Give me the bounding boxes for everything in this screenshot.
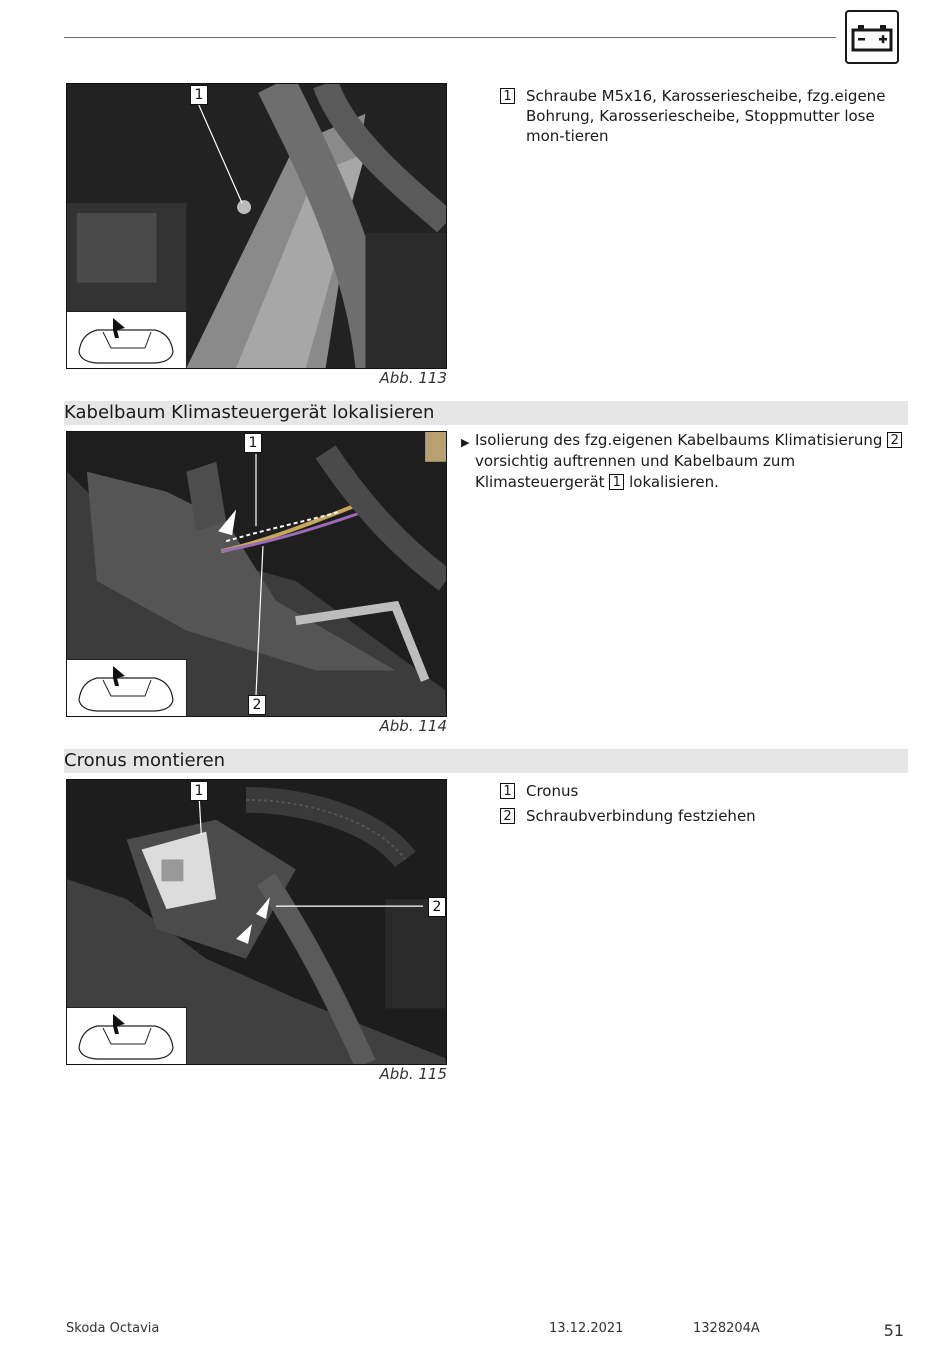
step-arrow-icon: ▶ <box>461 436 470 449</box>
instruction-part-3: lokalisieren. <box>629 473 719 491</box>
battery-icon <box>851 22 893 52</box>
car-top-view-icon <box>67 660 186 716</box>
legend-text: Schraube M5x16, Karosseriescheibe, fzg.eigene Bohrung, Karosseriescheibe, Stoppmutter lose mon-tieren <box>526 87 886 145</box>
legend-number: 1 <box>500 783 515 799</box>
reference-1: 1 <box>609 474 624 490</box>
legend-number: 1 <box>500 88 515 104</box>
figure-115-photo <box>66 779 447 1065</box>
callout-1: 1 <box>190 85 208 105</box>
instruction-step <box>461 430 906 493</box>
legend-text: Schraubverbindung festziehen <box>526 807 756 825</box>
figure-114-photo <box>66 431 447 717</box>
callout-2: 2 <box>248 695 266 715</box>
section-header-kabelbaum <box>64 401 908 425</box>
figure-115-legend-item-1 <box>500 781 900 801</box>
callout-1: 1 <box>190 781 208 801</box>
battery-icon-box <box>845 10 899 64</box>
car-top-view-icon <box>67 312 186 368</box>
page-number: 51 <box>883 1321 904 1340</box>
section-header-cronus <box>64 749 908 773</box>
car-position-inset <box>67 1007 187 1064</box>
car-position-inset <box>67 311 187 368</box>
instruction-part-1: Isolierung des fzg.eigenen Kabelbaums Klimatisierung <box>475 431 883 449</box>
section-title: Cronus montieren <box>64 750 226 771</box>
instruction-part-2: vorsichtig auftrennen und Kabelbaum zum Klimasteuergerät <box>475 452 796 491</box>
figure-115-legend-item-2 <box>500 806 900 826</box>
figure-113-photo <box>66 83 447 369</box>
figure-115-caption: Abb. 115 <box>379 1065 447 1083</box>
car-position-inset <box>67 659 187 716</box>
footer-date: 13.12.2021 <box>549 1321 624 1336</box>
section-title: Kabelbaum Klimasteuergerät lokalisieren <box>64 402 435 423</box>
legend-number: 2 <box>500 808 515 824</box>
figure-113-caption: Abb. 113 <box>379 369 447 387</box>
callout-2: 2 <box>428 897 446 917</box>
reference-2: 2 <box>887 432 902 448</box>
callout-1: 1 <box>244 433 262 453</box>
footer-doc-number: 1328204A <box>693 1321 760 1336</box>
instruction-text <box>475 430 906 493</box>
legend-text: Cronus <box>526 782 579 800</box>
car-top-view-icon <box>67 1008 186 1064</box>
footer-model: Skoda Octavia <box>66 1321 160 1336</box>
header-rule <box>64 37 836 38</box>
figure-114-caption: Abb. 114 <box>379 717 447 735</box>
figure-113-legend-item-1 <box>500 86 900 145</box>
